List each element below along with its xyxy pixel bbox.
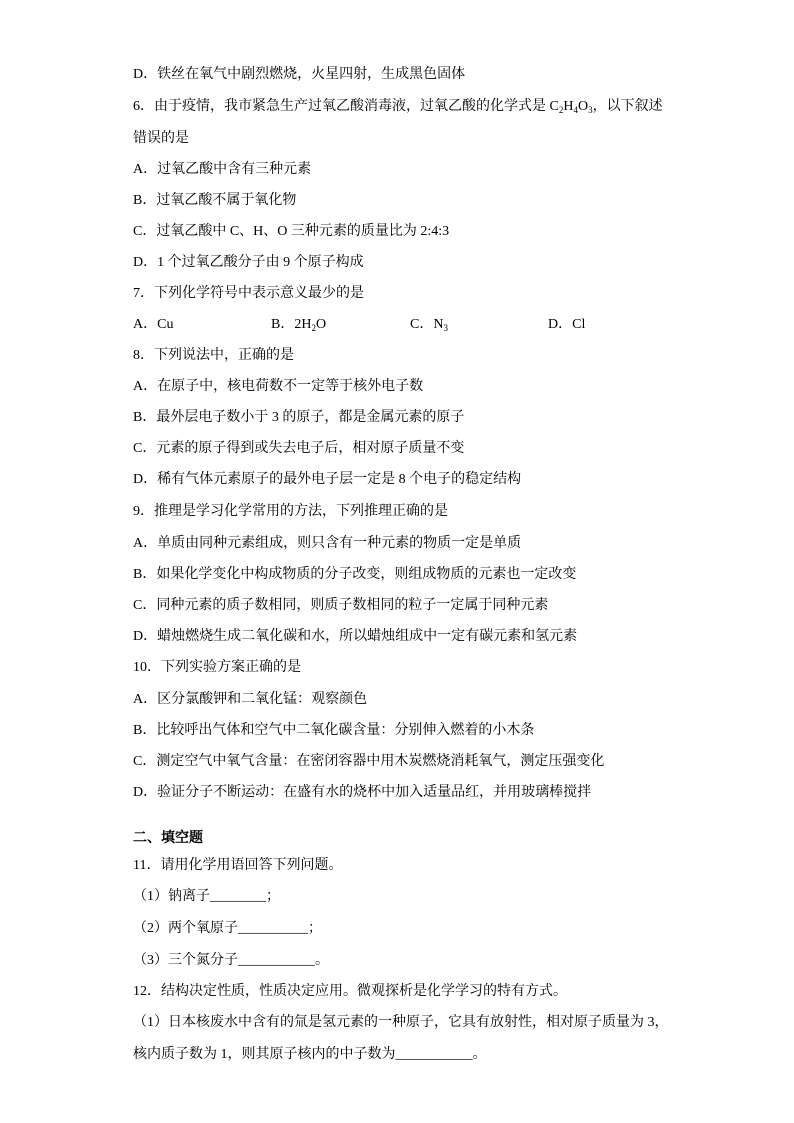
q6-stem-tail: ，以下叙述 [592, 99, 663, 114]
q6-stem [133, 97, 663, 117]
q11-item-1-label: （1）钠离子 [133, 889, 210, 904]
q11-stem: 11．请用化学用语回答下列问题。 [133, 858, 343, 873]
q6-option-b: B．过氧乙酸不属于氧化物 [133, 193, 297, 208]
answer-blank: ________ [210, 889, 266, 904]
q8-option-b: B．最外层电子数小于 3 的原子，都是金属元素的原子 [133, 410, 465, 425]
q7-option-b-subscript: 2 [311, 323, 316, 333]
q7-option-b-lead: B．2H [271, 317, 312, 332]
q12-part1-line2 [133, 1045, 487, 1065]
q11-item-3-label: （3）三个氮分子 [133, 953, 238, 968]
q11-item-2-end: ； [308, 921, 322, 936]
formula-c-subscript: 2 [558, 105, 564, 115]
q12-stem: 12．结构决定性质，性质决定应用。微观探析是化学学习的特有方式。 [133, 984, 567, 999]
q7-options-row [133, 315, 693, 335]
q10-option-a: A．区分氯酸钾和二氧化锰：观察颜色 [133, 692, 368, 707]
q9-option-c: C．同种元素的质子数相同，则质子数相同的粒子一定属于同种元素 [133, 598, 549, 613]
q11-item-3 [133, 951, 329, 971]
formula-o-subscript: 3 [588, 105, 593, 115]
q6-option-d: D．1 个过氧乙酸分子由 9 个原子构成 [133, 255, 364, 270]
q12-part1-line2-text: 核内质子数为 1，则其原子核内的中子数为 [133, 1047, 396, 1062]
q7-option-d: D．Cl [548, 317, 586, 332]
formula-h-subscript: 4 [573, 105, 578, 115]
answer-blank: __________ [238, 921, 308, 936]
q7-option-b-tail: O [315, 317, 327, 332]
section-heading: 二、填空题 [133, 831, 203, 846]
q10-option-b: B．比较呼出气体和空气中二氧化碳含量：分别伸入燃着的小木条 [133, 723, 535, 738]
q10-option-c: C．测定空气中氧气含量：在密闭容器中用木炭燃烧消耗氧气，测定压强变化 [133, 754, 605, 769]
q5-option-d: D．铁丝在氧气中剧烈燃烧，火星四射，生成黑色固体 [133, 67, 466, 82]
q8-option-d: D．稀有气体元素原子的最外电子层一定是 8 个电子的稳定结构 [133, 472, 522, 487]
answer-blank: ___________ [395, 1047, 473, 1062]
q9-stem: 9．推理是学习化学常用的方法，下列推理正确的是 [133, 504, 448, 519]
q7-option-c-lead: C．N [410, 317, 444, 332]
q6-stem-lead: 6．由于疫情，我市紧急生产过氧乙酸消毒液，过氧乙酸的化学式是 [133, 99, 550, 114]
q9-option-a: A．单质由同种元素组成，则只含有一种元素的物质一定是单质 [133, 536, 522, 551]
q7-option-a: A．Cu [133, 317, 174, 332]
q7-option-c-subscript: 3 [443, 323, 448, 333]
q10-stem: 10．下列实验方案正确的是 [133, 660, 301, 675]
q7-stem: 7．下列化学符号中表示意义最少的是 [133, 286, 364, 301]
q11-item-2-label: （2）两个氧原子 [133, 921, 238, 936]
q10-option-d: D．验证分子不断运动：在盛有水的烧杯中加入适量品红，并用玻璃棒搅拌 [133, 785, 592, 800]
q6-option-a: A．过氧乙酸中含有三种元素 [133, 162, 312, 177]
chemical-formula [550, 99, 593, 114]
q11-item-1 [133, 887, 280, 907]
q11-item-3-end: 。 [315, 953, 329, 968]
q8-option-a: A．在原子中，核电荷数不一定等于核外电子数 [133, 379, 424, 394]
formula-o: O [577, 99, 589, 114]
formula-c: C [549, 99, 559, 114]
q9-option-b: B．如果化学变化中构成物质的分子改变，则组成物质的元素也一定改变 [133, 567, 577, 582]
q6-option-c: C．过氧乙酸中 C、H、O 三种元素的质量比为 2:4:3 [133, 224, 450, 239]
q9-option-d: D．蜡烛燃烧生成二氧化碳和水，所以蜡烛组成中一定有碳元素和氢元素 [133, 629, 578, 644]
q7-option-b [271, 315, 326, 335]
q11-item-2 [133, 919, 322, 939]
q7-option-c [410, 315, 448, 335]
q8-stem: 8．下列说法中，正确的是 [133, 348, 294, 363]
q12-part1-end: 。 [472, 1047, 487, 1062]
q6-stem-continued: 错误的是 [133, 131, 189, 146]
q11-item-1-end: ； [266, 889, 280, 904]
answer-blank: ___________ [238, 953, 315, 968]
q12-part1-line1: （1）日本核废水中含有的氚是氢元素的一种原子，它具有放射性，相对原子质量为 3， [133, 1015, 669, 1030]
q8-option-c: C．元素的原子得到或失去电子后，相对原子质量不变 [133, 441, 465, 456]
formula-h: H [563, 99, 574, 114]
